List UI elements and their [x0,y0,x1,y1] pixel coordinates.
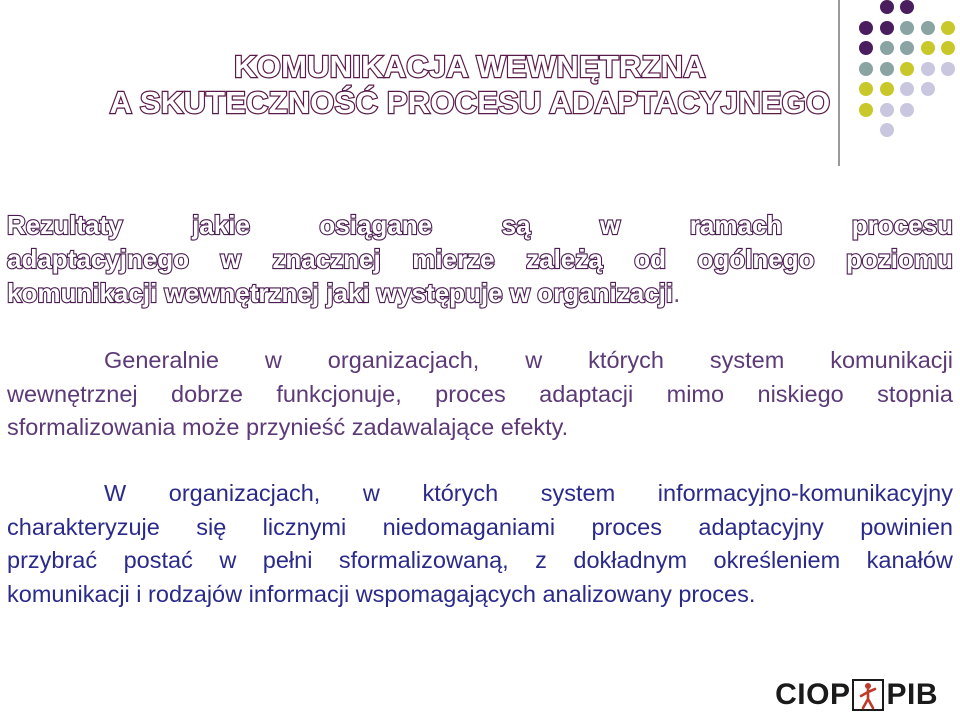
word: Generalnie [104,347,219,373]
lead-word: w [600,210,621,240]
decorative-dot [921,21,935,35]
word: się [196,513,227,540]
paragraph-2-line-2 [7,511,953,545]
word: proces [435,380,506,407]
word: organizacjach, [327,347,480,373]
word: dokładnym [573,547,688,573]
word: charakteryzuje [7,513,160,540]
lead-word: poziomu [846,244,953,274]
logo-text-left: CIOP [775,678,851,711]
word: adaptacji [539,380,634,407]
word: w [219,547,237,573]
word: wewnętrznej [7,380,138,407]
word: dobrze [171,380,243,407]
paragraph-1-line-1 [7,344,953,378]
lead-word: ramach [689,210,783,240]
word: komunikacji [830,347,953,373]
decorative-dot [941,41,955,55]
word: w [264,347,282,373]
lead-word: znacznej [272,244,381,274]
lead-text: komunikacji wewnętrznej jaki występuje w organizacji [7,278,674,308]
word: pełni [262,547,313,573]
paragraph-1-line-3 [7,411,953,445]
paragraph-1-line-2 [7,378,953,412]
paragraph-2-line-4 [7,578,953,612]
word: których [422,480,499,506]
word: z [535,547,547,573]
lead-word: od [634,244,667,274]
lead-word: w [220,244,241,274]
lead-word: osiągane [319,210,433,240]
logo-figure-icon [852,679,884,711]
word: funkcjonuje, [276,380,402,407]
word: w [525,347,543,373]
word: komunikacji i rodzajów informacji wspomagających analizowany proces. [7,580,756,607]
lead-word: ogólnego [697,244,815,274]
slide-title-line-2: A SKUTECZNOŚĆ PROCESU ADAPTACYJNEGO [109,85,831,120]
lead-word: są [501,210,531,240]
lead-word: procesu [851,210,953,240]
word: organizacjach, [168,480,321,506]
word: informacyjno-komunikacyjny [657,480,953,506]
lead-line-3 [7,276,953,310]
logo-text-right: PIB [886,678,938,711]
lead-period: . [673,278,681,308]
word: mimo [666,380,725,407]
paragraph-2 [7,477,953,611]
word: adaptacyjny [698,513,824,540]
decorative-dot [880,0,894,14]
word: przybrać [7,547,98,573]
word: sformalizowaną, [338,547,509,573]
word: W [104,480,127,506]
word: niedomaganiami [382,513,556,540]
word: niskiego [757,380,844,407]
decorative-dot [900,21,914,35]
paragraph-2-line-3 [7,544,953,578]
decorative-dot [859,21,873,35]
word: system [709,347,785,373]
word: stopnia [877,380,953,407]
lead-line-1 [7,208,953,242]
lead-word: jakie [192,210,250,240]
decorative-dot [880,123,894,137]
word: postać [123,547,193,573]
lead-line-2 [7,242,953,276]
word: sformalizowania może przynieść zadawalające efekty. [7,414,569,440]
decorative-dot [880,21,894,35]
word: proces [591,513,662,540]
decorative-dot [941,21,955,35]
lead-word: adaptacyjnego [7,244,190,274]
lead-word: mierze [412,244,495,274]
paragraph-2-line-1 [7,477,953,511]
lead-word: zależą [526,244,603,274]
word: kanałów [866,547,953,573]
word: których [588,347,664,373]
lead-word: Rezultaty [7,210,123,240]
slide-title-line-1: KOMUNIKACJA WEWNĘTRZNA [234,49,706,84]
decorative-dot [941,62,955,76]
ciop-pib-logo [775,679,938,711]
word: powinien [860,513,953,540]
decorative-dot [900,0,914,14]
word: w [362,480,380,506]
word: licznymi [262,513,347,540]
word: system [540,480,616,506]
word: określeniem [713,547,841,573]
paragraph-1 [7,344,953,445]
lead-paragraph [7,208,953,310]
